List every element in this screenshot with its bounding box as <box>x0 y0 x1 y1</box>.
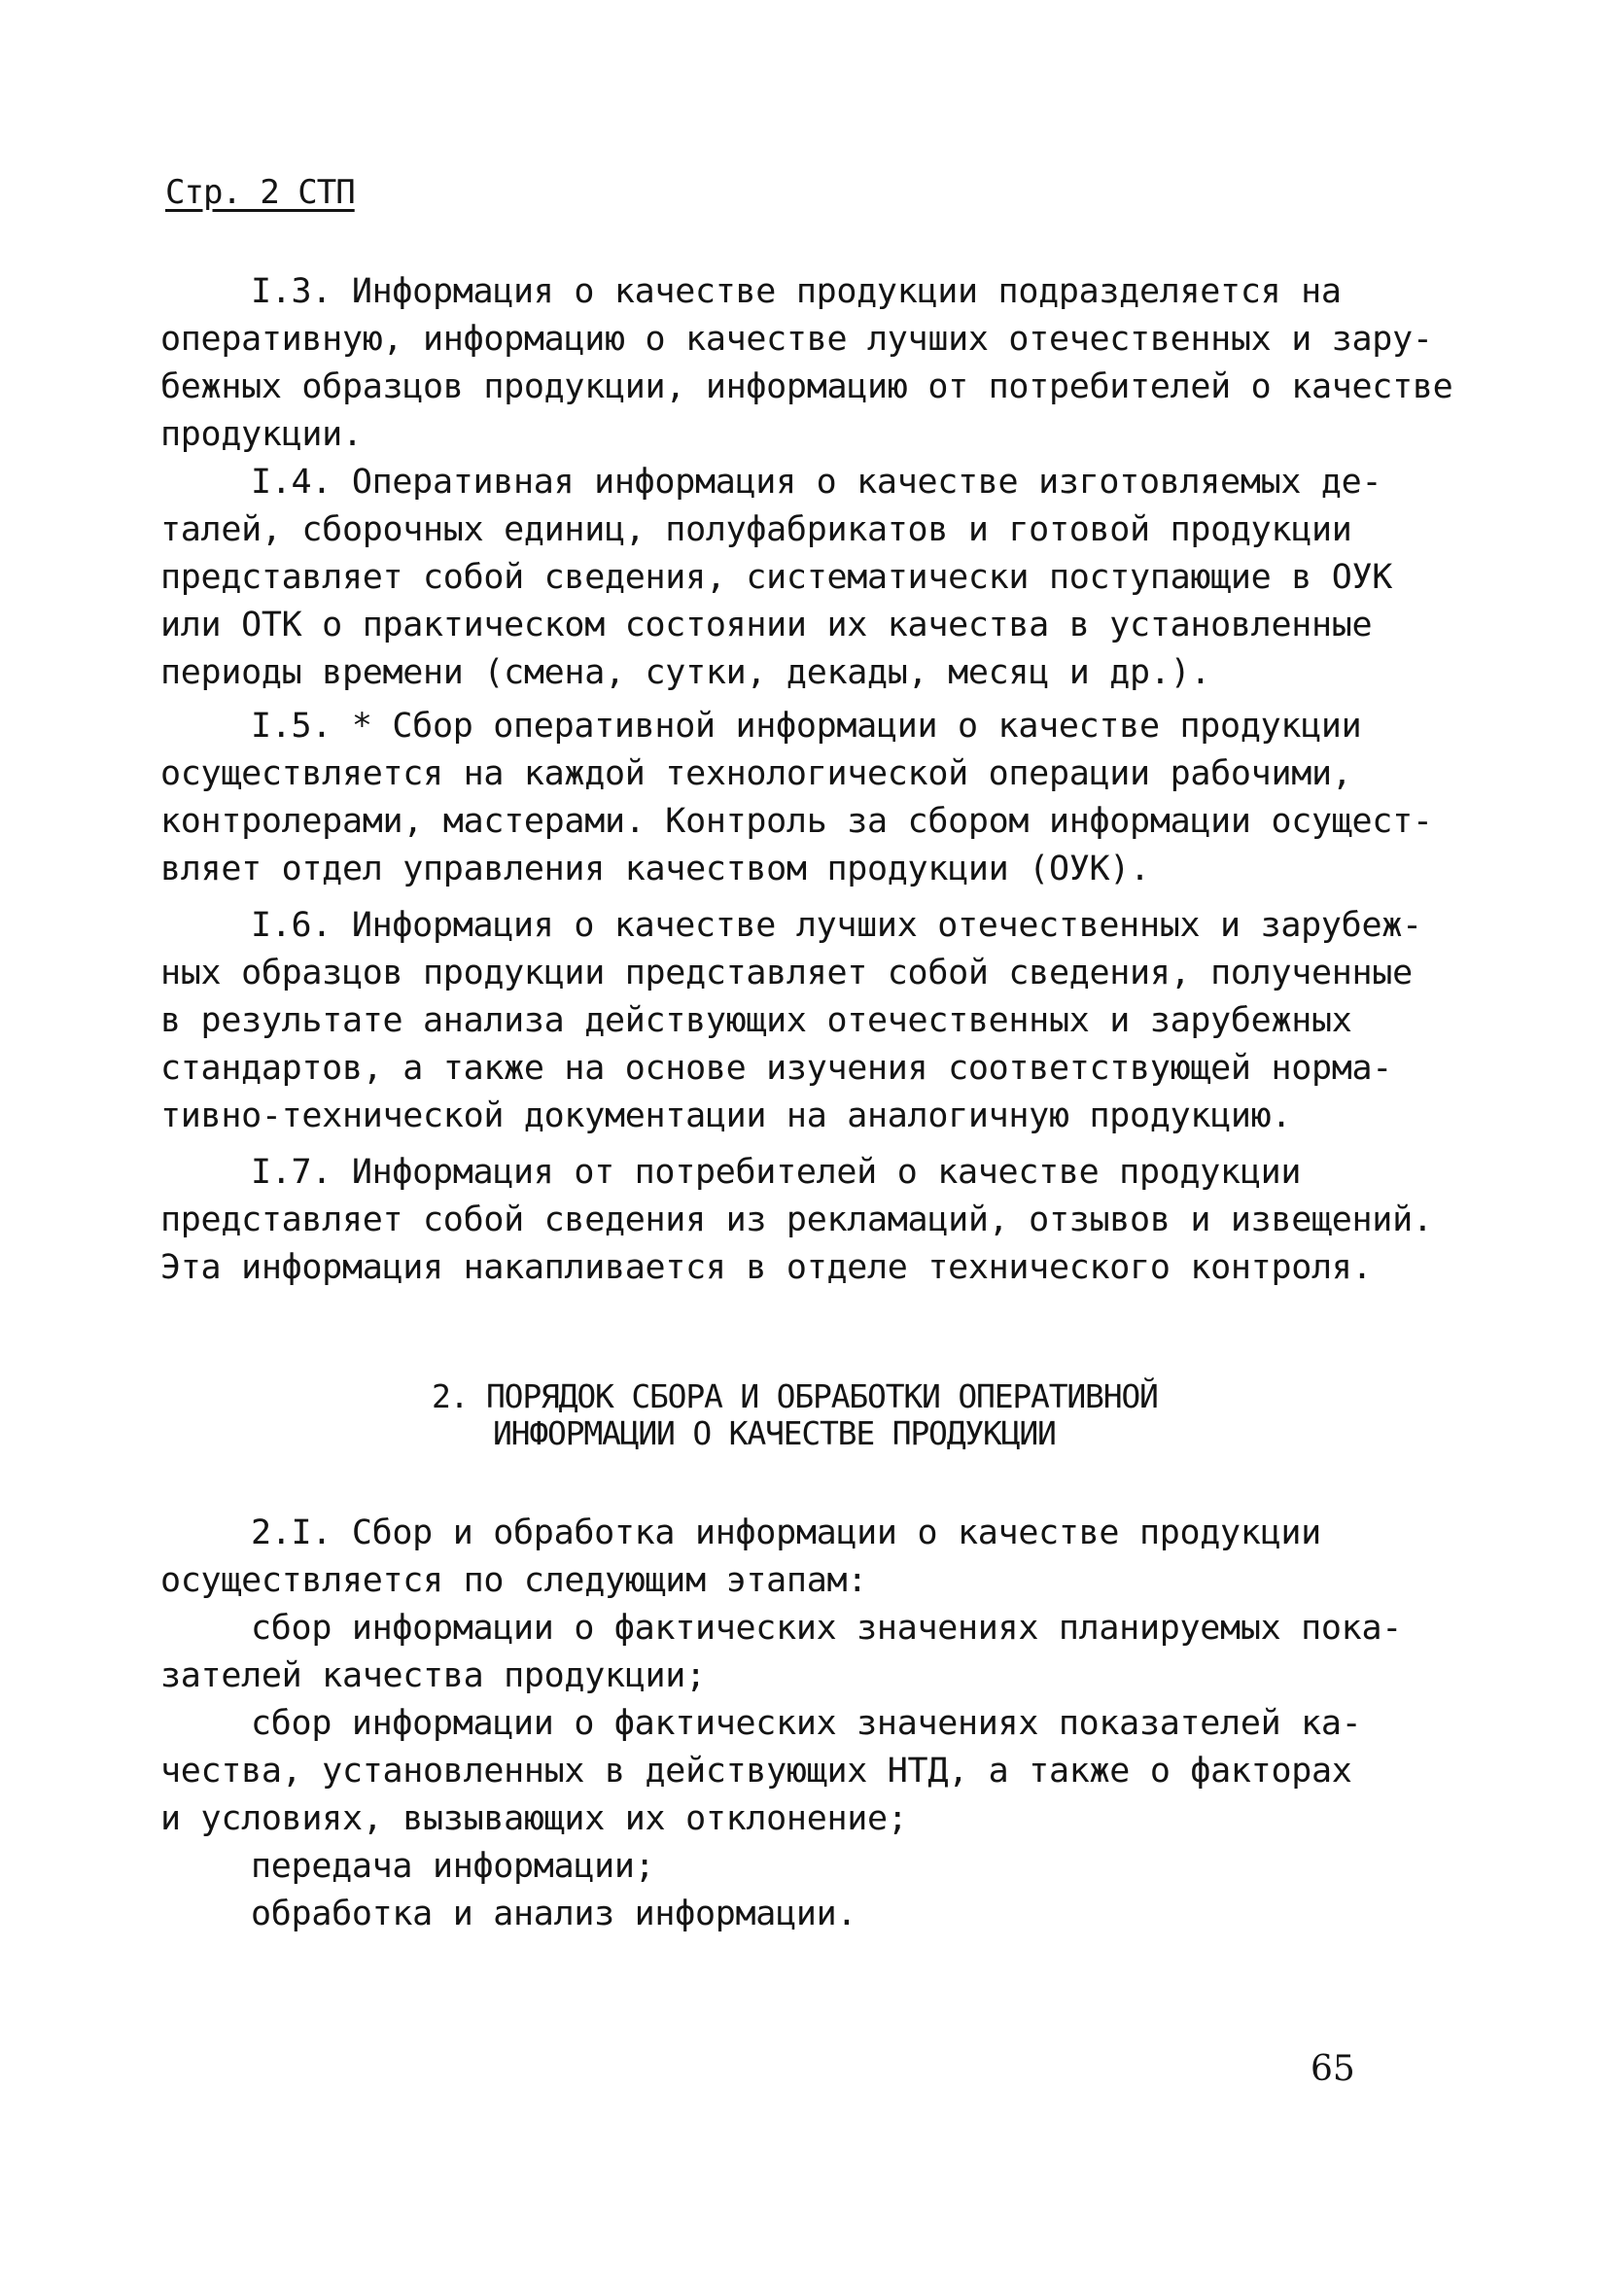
text-line: или ОТК о практическом состоянии их качества в установленные <box>160 606 1373 644</box>
text-line: обработка и анализ информации. <box>251 1895 857 1933</box>
text-line: талей, сборочных единиц, полуфабрикатов и готовой продукции <box>160 510 1352 549</box>
text-line: стандартов, а также на основе изучения соответствующей норма- <box>160 1049 1393 1088</box>
page-number: 65 <box>1311 2049 1355 2089</box>
section-2-heading <box>432 1378 1158 1452</box>
section-2-text <box>160 1510 1424 1938</box>
text-line: 2.I. Сбор и обработка информации о качестве продукции <box>251 1513 1321 1552</box>
text-line: чества, установленных в действующих НТД, а также о факторах <box>160 1752 1352 1791</box>
text-line: представляет собой сведения из рекламаций, отзывов и извещений. <box>160 1200 1433 1239</box>
text-line: осуществляется по следующим этапам: <box>160 1561 868 1600</box>
text-line: в результате анализа действующих отечественных и зарубежных <box>160 1001 1352 1040</box>
text-line: I.4. Оперативная информация о качестве изготовляемых де- <box>251 463 1382 502</box>
text-line: осуществляется на каждой технологической операции рабочими, <box>160 754 1352 793</box>
text-line: I.5. * Сбор оперативной информации о качестве продукции <box>251 707 1362 746</box>
text-line: сбор информации о фактических значениях планируемых пока- <box>251 1609 1402 1648</box>
section-1-text <box>160 268 1453 1292</box>
text-line: тивно-технической документации на аналогичную продукцию. <box>160 1096 1292 1135</box>
text-line: и условиях, вызывающих их отклонение; <box>160 1799 908 1838</box>
text-line: I.7. Информация от потребителей о качестве продукции <box>251 1153 1302 1192</box>
page-header: Стр. 2 СТП <box>165 173 355 212</box>
text-line: периоды времени (смена, сутки, декады, месяц и др.). <box>160 653 1211 692</box>
text-line: зателей качества продукции; <box>160 1656 706 1695</box>
heading-line: 2. ПОРЯДОК СБОРА И ОБРАБОТКИ ОПЕРАТИВНОЙ <box>432 1377 1158 1415</box>
text-line: продукции. <box>160 415 363 454</box>
text-line: оперативную, информацию о качестве лучших отечественных и зару- <box>160 320 1433 359</box>
text-line: сбор информации о фактических значениях показателей ка- <box>251 1704 1362 1743</box>
text-line: ных образцов продукции представляет собой сведения, полученные <box>160 954 1413 992</box>
text-line: Эта информация накапливается в отделе технического контроля. <box>160 1248 1373 1287</box>
heading-line: ИНФОРМАЦИИ О КАЧЕСТВЕ ПРОДУКЦИИ <box>493 1414 1056 1452</box>
text-line: контролерами, мастерами. Контроль за сбором информации осущест- <box>160 802 1433 841</box>
text-line: вляет отдел управления качеством продукции (ОУК). <box>160 850 1150 888</box>
text-line: I.3. Информация о качестве продукции подразделяется на <box>251 272 1342 311</box>
text-line: бежных образцов продукции, информацию от потребителей о качестве <box>160 367 1453 406</box>
text-line: представляет собой сведения, систематически поступающие в ОУК <box>160 558 1393 597</box>
text-line: I.6. Информация о качестве лучших отечественных и зарубеж- <box>251 906 1422 945</box>
text-line: передача информации; <box>251 1847 655 1886</box>
